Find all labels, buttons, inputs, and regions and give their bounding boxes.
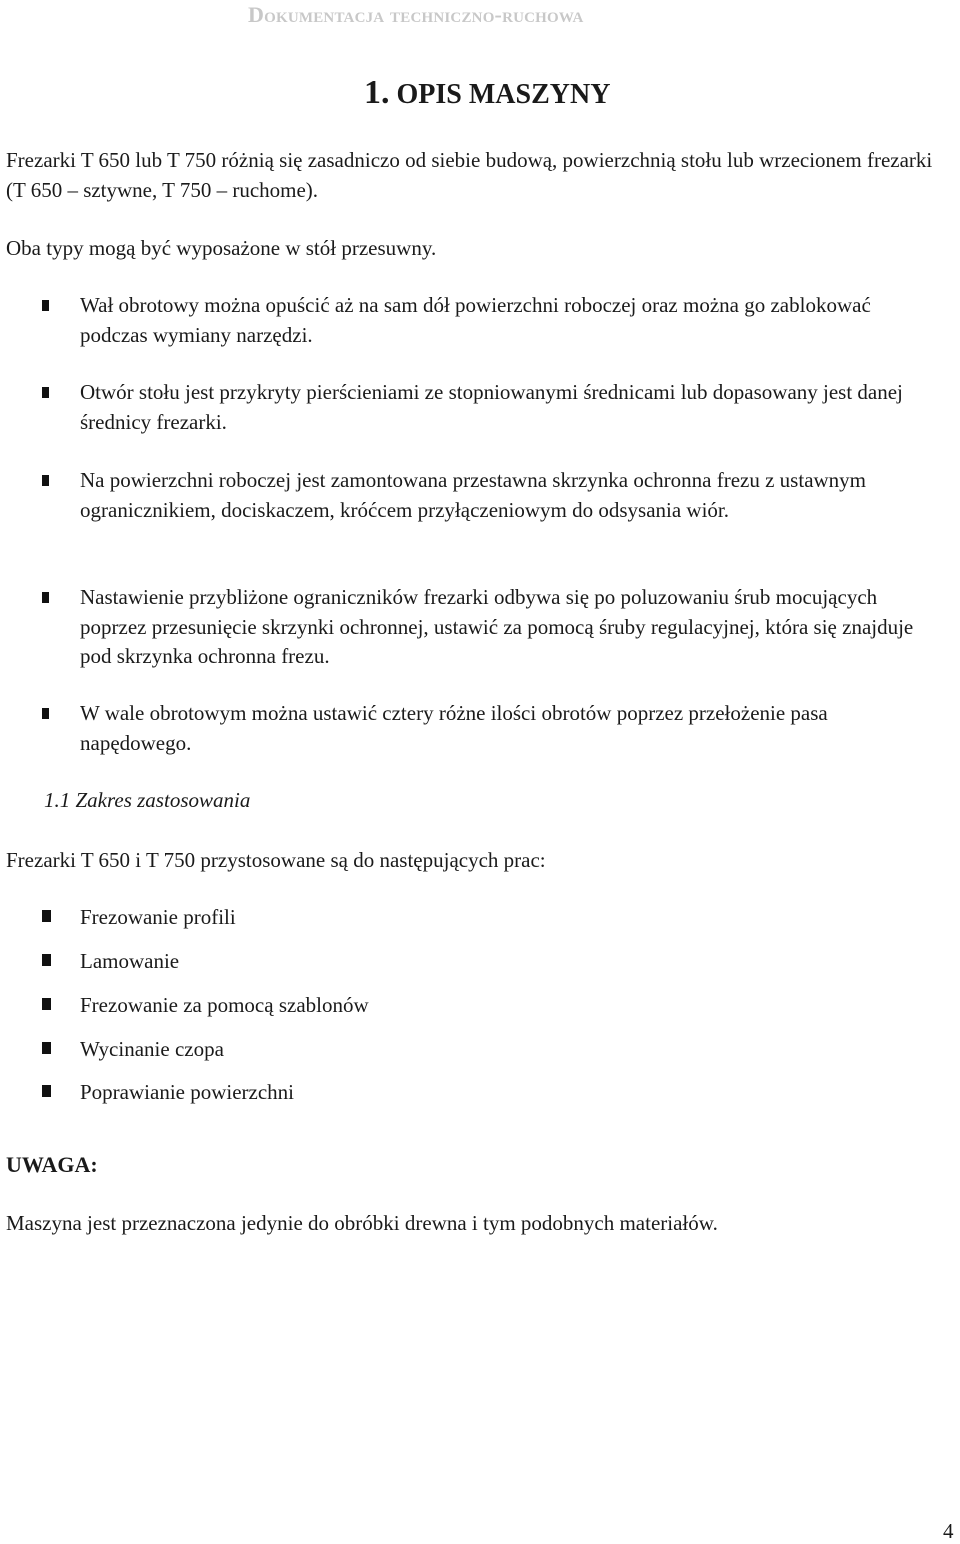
use-text: Frezowanie za pomocą szablonów xyxy=(80,993,369,1017)
use-item-5 xyxy=(80,1077,294,1107)
subsection-title: 1.1 Zakres zastosowania xyxy=(44,788,251,812)
feature-item-1 xyxy=(80,291,940,350)
use-item-2 xyxy=(80,946,179,976)
intro-paragraph-2: Oba typy mogą być wyposażone w stół przesuwny. xyxy=(6,236,437,260)
subsection-intro: Frezarki T 650 i T 750 przystosowane są do następujących prac: xyxy=(6,848,546,872)
use-text: Poprawianie powierzchni xyxy=(80,1080,295,1104)
bullet-icon xyxy=(42,387,49,398)
bullet-icon xyxy=(42,300,49,311)
feature-text: Nastawienie przybliżone ograniczników frezarki odbywa się po poluzowaniu śrub mocujących poprzez przesunięcie skrzynki ochronnej, ustawić za pomocą śruby regulacyjnej, która się znajduje pod skrzynka ochronna frezu. xyxy=(80,585,914,668)
feature-text: Otwór stołu jest przykryty pierścieniami ze stopniowanymi średnicami lub dopasowany jest danej średnicy frezarki. xyxy=(80,380,903,434)
bullet-icon xyxy=(42,954,51,966)
bullet-icon xyxy=(42,475,49,486)
feature-text: Wał obrotowy można opuścić aż na sam dół powierzchni roboczej oraz można go zablokować podczas wymiany narzędzi. xyxy=(80,293,871,347)
page-number: 4 xyxy=(943,1519,954,1543)
use-item-4 xyxy=(80,1034,224,1064)
intro-paragraph-1: Frezarki T 650 lub T 750 różnią się zasadniczo od siebie budową, powierzchnią stołu lub wrzecionem frezarki (T 650 – sztywne, T 750 – ruchome). xyxy=(6,148,933,202)
section-title xyxy=(364,74,610,112)
feature-item-4 xyxy=(80,583,940,672)
use-text: Wycinanie czopa xyxy=(80,1037,224,1061)
feature-text: W wale obrotowym można ustawić cztery różne ilości obrotów poprzez przełożenie pasa napędowego. xyxy=(80,701,828,755)
use-item-3 xyxy=(80,990,369,1020)
use-text: Frezowanie profili xyxy=(80,905,236,929)
feature-item-3 xyxy=(80,466,940,525)
bullet-icon xyxy=(42,708,49,719)
section-number: 1. xyxy=(364,74,390,111)
bullet-icon xyxy=(42,910,51,922)
bullet-icon xyxy=(42,592,49,603)
bullet-icon xyxy=(42,1085,51,1097)
section-title-text: OPIS MASZYNY xyxy=(396,79,611,110)
use-item-1 xyxy=(80,902,236,932)
feature-item-5 xyxy=(80,699,940,758)
bullet-icon xyxy=(42,998,51,1010)
feature-item-2 xyxy=(80,378,940,437)
warning-text: Maszyna jest przeznaczona jedynie do obróbki drewna i tym podobnych materiałów. xyxy=(6,1211,718,1235)
bullet-icon xyxy=(42,1042,51,1054)
use-text: Lamowanie xyxy=(80,949,180,973)
feature-text: Na powierzchni roboczej jest zamontowana przestawna skrzynka ochronna frezu z ustawnym ogranicznikiem, dociskaczem, króćcem przyłączeniowym do odsysania wiór. xyxy=(80,468,867,522)
page-header: Dokumentacja techniczno-ruchowa xyxy=(248,2,584,27)
warning-title: UWAGA: xyxy=(6,1152,98,1177)
